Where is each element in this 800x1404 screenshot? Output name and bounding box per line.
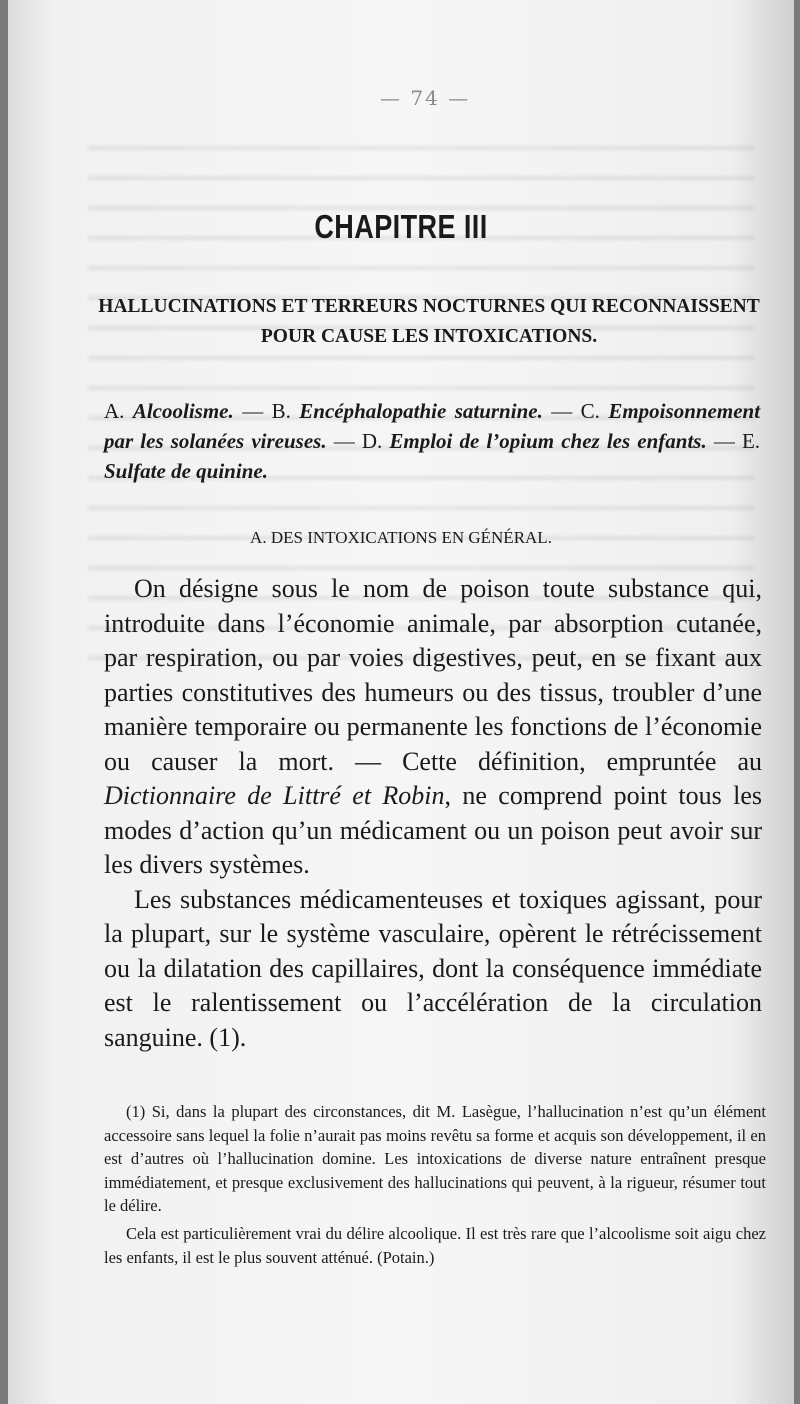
summary-e-text: Sulfate de quinine. [104, 459, 268, 483]
summary-c-label: — C. [551, 399, 600, 423]
footnote-1: (1) Si, dans la plupart des circonstances, dit M. Lasègue, l’hallucination n’est qu’un élément accessoire sans lequel la folie n’aurait pas moins revêtu sa forme et acquis son développement, il en est d’autres où l’hallucination domine. Les intoxications de diverse nature entraînent presque immédiatement, et presque exclusivement des hallucinations qui peuvent, à la rigueur, résumer tout le délire. [104, 1102, 766, 1216]
summary-a-label: A. [104, 399, 125, 423]
footnotes [104, 1100, 766, 1269]
paragraph-1-start: On désigne sous le nom de poison toute substance qui, introduite dans l’économie animale, par absorption cutanée, par respiration, ou par voies digestives, peut, en se fixant aux parties constitutives des humeurs ou des tissus, troubler d’une manière temporaire ou permanente les fonctions de l’économie ou causer la mort. — Cette définition, empruntée au [104, 574, 762, 776]
main-text [104, 572, 762, 1055]
page-number: — 74 — [380, 86, 471, 110]
book-page [8, 0, 794, 1404]
paragraph-1-end: , ne comprend point tous les modes d’action qu’un médicament ou un poison peut avoir sur les divers systèmes. [104, 781, 762, 879]
paragraph-1 [104, 572, 762, 883]
footnote-2: Cela est particulièrement vrai du délire alcoolique. Il est très rare que l’alcoolisme soit aigu chez les enfants, il est le plus souvent atténué. (Potain.) [104, 1223, 766, 1267]
summary-e-label: — E. [713, 429, 761, 453]
summary-c-text: Empoisonnement par les solanées vireuses. [104, 399, 761, 453]
chapter-subtitle: HALLUCINATIONS ET TERREURS NOCTURNES QUI RECONNAISSENT POUR CAUSE LES INTOXICATIONS. [98, 296, 760, 347]
chapter-heading: CHAPITRE III [314, 208, 488, 245]
summary-a-text: Alcoolisme. [132, 399, 234, 423]
section-heading: A. DES INTOXICATIONS EN GÉNÉRAL. [250, 528, 552, 547]
chapter-summary [104, 396, 760, 486]
summary-b-label: — B. [242, 399, 291, 423]
summary-d-label: — D. [333, 429, 383, 453]
paragraph-1-source: Dictionnaire de Littré et Robin [104, 781, 445, 810]
summary-b-text: Encéphalopathie saturnine. [299, 399, 543, 423]
summary-d-text: Emploi de l’opium chez les enfants. [389, 429, 707, 453]
paragraph-2: Les substances médicamenteuses et toxiques agissant, pour la plupart, sur le système vasculaire, opèrent le rétrécissement ou la dilatation des capillaires, dont la conséquence immédiate est le ralentissement ou l’accélération de la circulation sanguine. (1). [104, 884, 762, 1052]
